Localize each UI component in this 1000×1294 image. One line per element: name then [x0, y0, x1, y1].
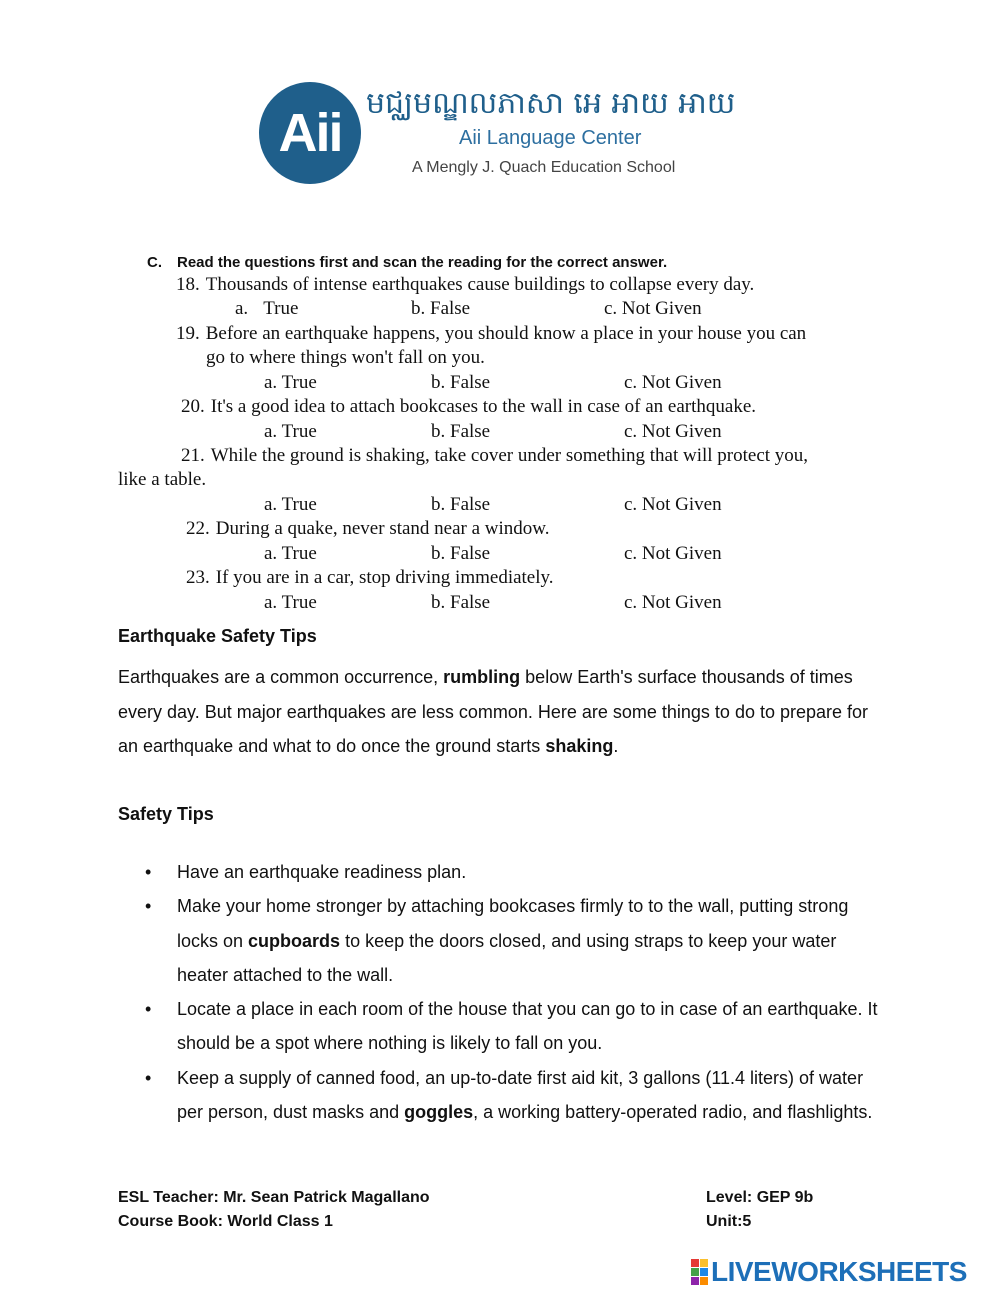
footer-level: Level: GEP 9b — [706, 1189, 814, 1206]
option-b[interactable]: b. False — [431, 592, 491, 613]
question-text: It's a good idea to attach bookcases to the wall in case of an earthquake. — [210, 396, 756, 417]
intro-text: . — [613, 736, 619, 756]
option-a[interactable]: a. True — [264, 421, 317, 442]
question-19 — [176, 322, 806, 346]
vocab-rumbling: rumbling — [443, 667, 521, 687]
option-a[interactable]: a. True — [264, 494, 317, 515]
school-logo-mark: Aii — [259, 82, 361, 184]
safety-tips-list — [145, 855, 885, 1129]
footer-teacher: ESL Teacher: Mr. Sean Patrick Magallano — [118, 1189, 430, 1206]
vocab-goggles: goggles — [404, 1102, 474, 1123]
school-subtitle: A Mengly J. Quach Education School — [412, 159, 676, 176]
option-a[interactable]: a. True — [264, 372, 317, 393]
question-21 — [181, 444, 808, 468]
question-number: 18. — [176, 274, 200, 295]
tip-text: Make your home stronger by attaching bookcases firmly to to the wall, putting strong locks on — [177, 896, 849, 951]
tip-text: Keep a supply of canned food, an up-to-date first aid kit, 3 gallons (11.4 liters) of water per person, dust masks and — [177, 1067, 864, 1123]
question-19-continued: go to where things won't fall on you. — [206, 347, 485, 368]
section-letter: C. — [147, 254, 162, 271]
option-b[interactable]: b. False — [431, 543, 491, 564]
question-number: 20. — [181, 396, 205, 417]
tip-item — [145, 992, 885, 1061]
question-text: While the ground is shaking, take cover under something that will protect you, — [210, 445, 809, 466]
option-b[interactable]: b. False — [431, 494, 491, 515]
tip-text: Locate a place in each room of the house that you can go to in case of an earthquake. It should be a spot where nothing is likely to fall on you. — [177, 999, 878, 1054]
footer-unit: Unit:5 — [706, 1213, 752, 1230]
liveworksheets-icon — [691, 1259, 708, 1285]
option-c[interactable]: c. Not Given — [624, 494, 722, 515]
school-name-english: Aii Language Center — [459, 127, 642, 149]
option-c[interactable]: c. Not Given — [624, 372, 722, 393]
option-b[interactable]: b. False — [431, 421, 491, 442]
option-c[interactable]: c. Not Given — [624, 543, 722, 564]
footer-course-book: Course Book: World Class 1 — [118, 1213, 333, 1230]
question-text: Thousands of intense earthquakes cause buildings to collapse every day. — [205, 274, 755, 295]
question-number: 23. — [186, 567, 210, 588]
tip-text: to keep the doors closed, and using straps to keep your water heater attached to the wall. — [177, 930, 837, 985]
vocab-cupboards: cupboards — [248, 930, 341, 951]
tip-item — [145, 855, 885, 889]
option-b[interactable]: b. False — [411, 298, 471, 319]
tip-item — [145, 1061, 885, 1130]
section-c-instruction — [147, 254, 667, 271]
vocab-shaking: shaking — [545, 736, 614, 756]
option-c[interactable]: c. Not Given — [604, 298, 702, 319]
question-23 — [186, 566, 554, 590]
option-a[interactable]: a. True — [264, 543, 317, 564]
liveworksheets-wordmark: LIVEWORKSHEETS — [711, 1256, 967, 1287]
question-text: Before an earthquake happens, you should know a place in your house you can — [205, 323, 807, 344]
option-c[interactable]: c. Not Given — [624, 592, 722, 613]
question-number: 21. — [181, 445, 205, 466]
question-20 — [181, 395, 756, 419]
safety-tips-heading: Safety Tips — [118, 804, 214, 824]
tip-text: Have an earthquake readiness plan. — [177, 862, 467, 882]
question-number: 19. — [176, 323, 200, 344]
question-text: During a quake, never stand near a window. — [215, 518, 550, 539]
tip-item — [145, 889, 885, 992]
reading-title: Earthquake Safety Tips — [118, 626, 317, 646]
option-b[interactable]: b. False — [431, 372, 491, 393]
question-text: If you are in a car, stop driving immediately. — [215, 567, 554, 588]
instruction-text: Read the questions first and scan the reading for the correct answer. — [177, 254, 668, 271]
option-a-word: True — [263, 298, 299, 319]
option-a[interactable] — [235, 297, 298, 321]
school-name-khmer: មជ្ឈមណ្ឌលភាសា អេ អាយ អាយ — [366, 86, 736, 121]
reading-intro — [118, 660, 888, 764]
tip-text: , a working battery-operated radio, and flashlights. — [473, 1102, 873, 1123]
question-21-continued: like a table. — [118, 469, 207, 490]
question-18 — [176, 273, 754, 297]
intro-text: below Earth's surface thousands of times every day. But major earthquakes are less common. Here are some things to do to prepare for an earthquake and what to do once the ground starts — [118, 667, 869, 756]
option-c[interactable]: c. Not Given — [624, 421, 722, 442]
intro-text: Earthquakes are a common occurrence, — [118, 667, 444, 687]
option-a-letter: a. — [235, 298, 249, 319]
liveworksheets-logo[interactable] — [691, 1256, 967, 1288]
option-a[interactable]: a. True — [264, 592, 317, 613]
question-22 — [186, 517, 550, 541]
question-number: 22. — [186, 518, 210, 539]
